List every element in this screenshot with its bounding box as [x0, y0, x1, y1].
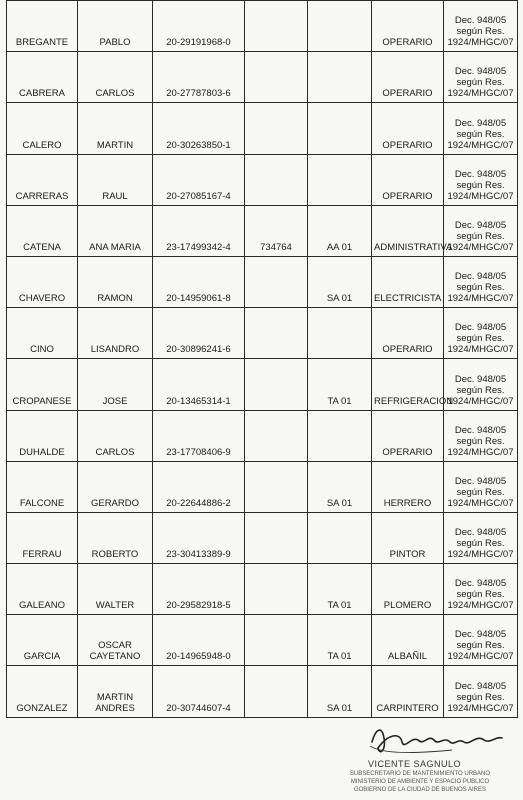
table-row: [7, 512, 518, 563]
cell-cargo: CARPINTERO: [372, 666, 444, 717]
cell-resolucion: Dec. 948/05 según Res. 1924/MHGC/07: [444, 52, 518, 103]
cell-apellido: CABRERA: [7, 52, 78, 103]
cell-cuil: 20-30896241-6: [153, 308, 245, 359]
cell-nivel: [308, 512, 372, 563]
table-row: [7, 103, 518, 154]
cell-resolucion: Dec. 948/05 según Res. 1924/MHGC/07: [444, 359, 518, 410]
cell-nivel: [308, 154, 372, 205]
table-row: [7, 205, 518, 256]
cell-cuil: 20-29582918-5: [153, 564, 245, 615]
cell-cuil: 20-13465314-1: [153, 359, 245, 410]
cell-nombre: MARTIN ANDRES: [78, 666, 153, 717]
cell-cuil: 20-14959061-8: [153, 256, 245, 307]
cell-apellido: CHAVERO: [7, 256, 78, 307]
cell-resolucion: Dec. 948/05 según Res. 1924/MHGC/07: [444, 103, 518, 154]
cell-nombre: WALTER: [78, 564, 153, 615]
cell-legajo: [245, 103, 308, 154]
cell-nombre: ROBERTO: [78, 512, 153, 563]
cell-cuil: 23-30413389-9: [153, 512, 245, 563]
cell-cargo: OPERARIO: [372, 103, 444, 154]
signer-ministry: MINISTERIO DE AMBIENTE Y ESPACIO PUBLICO: [350, 779, 490, 785]
cell-cargo: OPERARIO: [372, 1, 444, 52]
cell-apellido: GONZALEZ: [7, 666, 78, 717]
cell-nivel: [308, 308, 372, 359]
cell-cargo: ALBAÑIL: [372, 615, 444, 666]
cell-resolucion: Dec. 948/05 según Res. 1924/MHGC/07: [444, 666, 518, 717]
cell-nombre: GERARDO: [78, 461, 153, 512]
table-row: [7, 359, 518, 410]
cell-nivel: SA 01: [308, 256, 372, 307]
cell-legajo: [245, 512, 308, 563]
cell-cargo: REFRIGERACION: [372, 359, 444, 410]
cell-cuil: 23-17708406-9: [153, 410, 245, 461]
cell-cuil: 23-17499342-4: [153, 205, 245, 256]
cell-cargo: ELECTRICISTA: [372, 256, 444, 307]
staff-table-body: [7, 1, 518, 718]
cell-nivel: [308, 103, 372, 154]
cell-cargo: OPERARIO: [372, 154, 444, 205]
cell-nombre: CARLOS: [78, 410, 153, 461]
cell-apellido: BREGANTE: [7, 1, 78, 52]
cell-nombre: RAMON: [78, 256, 153, 307]
cell-legajo: [245, 564, 308, 615]
cell-cargo: PINTOR: [372, 512, 444, 563]
handwritten-signature: [342, 724, 512, 760]
cell-cuil: 20-27085167-4: [153, 154, 245, 205]
cell-nivel: SA 01: [308, 461, 372, 512]
signer-title: SUBSECRETARIO DE MANTENIMIENTO URBANO: [349, 771, 491, 777]
cell-apellido: FERRAU: [7, 512, 78, 563]
cell-apellido: CROPANESE: [7, 359, 78, 410]
cell-resolucion: Dec. 948/05 según Res. 1924/MHGC/07: [444, 461, 518, 512]
cell-nivel: TA 01: [308, 564, 372, 615]
cell-nombre: RAUL: [78, 154, 153, 205]
signature-block: [330, 724, 510, 800]
cell-nombre: ANA MARIA: [78, 205, 153, 256]
cell-cargo: ADMINISTRATIVA: [372, 205, 444, 256]
cell-apellido: CINO: [7, 308, 78, 359]
cell-nombre: LISANDRO: [78, 308, 153, 359]
cell-legajo: [245, 410, 308, 461]
signer-government: GOBIERNO DE LA CIUDAD DE BUENOS AIRES: [353, 787, 487, 793]
cell-legajo: [245, 154, 308, 205]
cell-cuil: 20-29191968-0: [153, 1, 245, 52]
table-row: [7, 1, 518, 52]
cell-legajo: [245, 666, 308, 717]
cell-apellido: GALEANO: [7, 564, 78, 615]
cell-cargo: OPERARIO: [372, 52, 444, 103]
cell-legajo: [245, 359, 308, 410]
cell-cuil: 20-22644886-2: [153, 461, 245, 512]
table-row: [7, 154, 518, 205]
cell-legajo: 734764: [245, 205, 308, 256]
cell-nombre: MARTIN: [78, 103, 153, 154]
table-row: [7, 308, 518, 359]
cell-cargo: OPERARIO: [372, 410, 444, 461]
cell-resolucion: Dec. 948/05 según Res. 1924/MHGC/07: [444, 154, 518, 205]
cell-legajo: [245, 1, 308, 52]
table-row: [7, 410, 518, 461]
cell-cuil: 20-30263850-1: [153, 103, 245, 154]
table-row: [7, 256, 518, 307]
cell-nombre: CARLOS: [78, 52, 153, 103]
cell-nivel: [308, 52, 372, 103]
cell-resolucion: Dec. 948/05 según Res. 1924/MHGC/07: [444, 205, 518, 256]
cell-resolucion: Dec. 948/05 según Res. 1924/MHGC/07: [444, 564, 518, 615]
cell-apellido: CATENA: [7, 205, 78, 256]
cell-nombre: PABLO: [78, 1, 153, 52]
cell-cuil: 20-14965948-0: [153, 615, 245, 666]
cell-cargo: OPERARIO: [372, 308, 444, 359]
cell-nivel: TA 01: [308, 359, 372, 410]
cell-nivel: [308, 410, 372, 461]
cell-legajo: [245, 308, 308, 359]
cell-resolucion: Dec. 948/05 según Res. 1924/MHGC/07: [444, 1, 518, 52]
cell-cuil: 20-30744607-4: [153, 666, 245, 717]
cell-nombre: JOSE: [78, 359, 153, 410]
staff-table: [6, 0, 518, 718]
roster-sheet: [6, 0, 517, 718]
cell-resolucion: Dec. 948/05 según Res. 1924/MHGC/07: [444, 308, 518, 359]
cell-nombre: OSCAR CAYETANO: [78, 615, 153, 666]
cell-legajo: [245, 52, 308, 103]
table-row: [7, 615, 518, 666]
cell-nivel: SA 01: [308, 666, 372, 717]
cell-apellido: GARCIA: [7, 615, 78, 666]
cell-resolucion: Dec. 948/05 según Res. 1924/MHGC/07: [444, 615, 518, 666]
cell-resolucion: Dec. 948/05 según Res. 1924/MHGC/07: [444, 256, 518, 307]
table-row: [7, 564, 518, 615]
cell-apellido: CARRERAS: [7, 154, 78, 205]
cell-apellido: CALERO: [7, 103, 78, 154]
cell-legajo: [245, 256, 308, 307]
cell-cuil: 20-27787803-6: [153, 52, 245, 103]
cell-cargo: PLOMERO: [372, 564, 444, 615]
cell-apellido: FALCONE: [7, 461, 78, 512]
cell-nivel: TA 01: [308, 615, 372, 666]
cell-resolucion: Dec. 948/05 según Res. 1924/MHGC/07: [444, 410, 518, 461]
cell-nivel: AA 01: [308, 205, 372, 256]
cell-cargo: HERRERO: [372, 461, 444, 512]
signer-name: VICENTE SAGNULO: [368, 759, 462, 769]
table-row: [7, 52, 518, 103]
cell-legajo: [245, 615, 308, 666]
table-row: [7, 461, 518, 512]
cell-resolucion: Dec. 948/05 según Res. 1924/MHGC/07: [444, 512, 518, 563]
cell-apellido: DUHALDE: [7, 410, 78, 461]
cell-nivel: [308, 1, 372, 52]
cell-legajo: [245, 461, 308, 512]
table-row: [7, 666, 518, 717]
